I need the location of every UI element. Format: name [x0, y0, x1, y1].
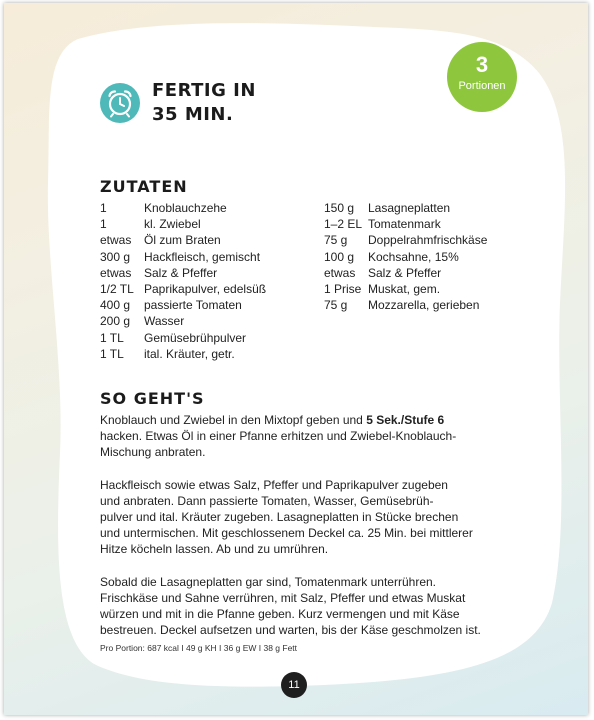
ingredient-row: [324, 297, 487, 313]
ingredient-qty: 75 g: [324, 233, 348, 248]
ingredient-item: Salz & Pfeffer: [368, 265, 442, 280]
ingredient-item: Öl zum Braten: [144, 233, 221, 248]
ingredient-qty: 1–2 EL: [324, 217, 363, 232]
ingredient-item: Salz & Pfeffer: [144, 265, 218, 280]
ingredient-qty: 1/2 TL: [100, 282, 134, 297]
ingredient-qty: etwas: [100, 233, 132, 248]
ingredient-item: Paprikapulver, edelsüß: [144, 282, 267, 297]
ingredient-row: [100, 265, 266, 281]
instruction-setting: 5 Sek./Stufe 6: [366, 413, 445, 427]
alarm-clock-icon: [100, 83, 140, 123]
ingredient-row: [324, 232, 487, 248]
servings-number: 3: [475, 52, 489, 77]
ingredient-row: [324, 281, 487, 297]
ready-line-1: FERTIG IN: [152, 80, 256, 101]
ingredient-row: [324, 265, 487, 281]
ingredient-item: Wasser: [144, 314, 185, 329]
instruction-paragraph-1: [100, 412, 500, 461]
ingredient-item: Gemüsebrühpulver: [144, 330, 247, 345]
ingredient-item: Mozzarella, gerieben: [368, 298, 480, 313]
nutrition-info: Pro Portion: 687 kcal I 49 g KH I 36 g EW I 38 g Fett: [100, 643, 298, 653]
instruction-paragraph-2: Hackfleisch sowie etwas Salz, Pfeffer und Paprikapulver zugeben und anbraten. Dann passierte Tomaten, Wasser, Gemüsebrüh- pulver und ital. Kräuter zugeben. Lasagneplatten in Stücke brechen und untermischen. Mit geschlossenem Deckel ca. 25 Min. bei mittlerer Hitze köcheln lassen. Ab und zu umrühren.: [100, 477, 473, 557]
ingredient-qty: 1: [100, 201, 107, 215]
ingredient-item: Tomatenmark: [368, 217, 441, 232]
ready-in-heading: [152, 79, 256, 127]
ingredient-item: Hackfleisch, gemischt: [144, 249, 261, 264]
instructions: [100, 412, 500, 654]
ingredient-item: passierte Tomaten: [144, 298, 242, 313]
ingredient-qty: 1 TL: [100, 330, 124, 345]
ingredient-row: [100, 297, 266, 313]
ingredient-row: [100, 200, 266, 216]
ingredient-qty: 300 g: [100, 249, 131, 264]
instruction-text: Knoblauch und Zwiebel in den Mixtopf geben und: [100, 413, 367, 427]
ingredient-row: [100, 281, 266, 297]
servings-badge: [447, 42, 517, 112]
ingredient-row: [100, 249, 266, 265]
ingredient-qty: 75 g: [324, 298, 348, 313]
ingredient-qty: etwas: [100, 265, 132, 280]
ingredient-row: [100, 330, 266, 346]
ingredients-list-right: [324, 200, 487, 313]
ingredient-row: [324, 216, 487, 232]
ingredient-row: [100, 313, 266, 329]
instruction-text: hacken. Etwas Öl in einer Pfanne erhitzen und Zwiebel-Knoblauch- Mischung anbraten.: [100, 429, 457, 460]
ingredient-item: Doppelrahmfrischkäse: [368, 233, 488, 248]
ingredient-item: ital. Kräuter, getr.: [144, 346, 235, 361]
ingredient-item: Lasagneplatten: [368, 201, 451, 215]
steps-title: SO GEHT'S: [100, 389, 205, 408]
recipe-page: [4, 3, 588, 715]
ingredient-qty: 1 Prise: [324, 282, 362, 297]
ingredient-item: Knoblauchzehe: [144, 201, 227, 215]
ingredient-row: [100, 346, 266, 362]
ingredient-item: Muskat, gem.: [368, 282, 441, 297]
ready-line-2: 35 MIN.: [152, 104, 234, 125]
page-number: 11: [281, 672, 307, 698]
ingredient-row: [324, 249, 487, 265]
ingredient-qty: 400 g: [100, 298, 131, 313]
ingredient-row: [100, 216, 266, 232]
page-content: [4, 3, 588, 715]
instruction-paragraph-3: Sobald die Lasagneplatten gar sind, Tomatenmark unterrühren. Frischkäse und Sahne verrühren, mit Salz, Pfeffer und etwas Muskat würzen und mit in die Pfanne geben. Kurz vermengen und mit Käse bestreuen. Deckel aufsetzen und warten, bis der Käse geschmolzen ist.: [100, 574, 481, 638]
ingredient-qty: 150 g: [324, 201, 355, 215]
ingredient-row: [324, 200, 487, 216]
ingredient-qty: 200 g: [100, 314, 131, 329]
ingredient-item: Kochsahne, 15%: [368, 249, 459, 264]
ingredient-qty: 100 g: [324, 249, 355, 264]
ingredients-list-left: [100, 200, 266, 362]
servings-label: Portionen: [458, 80, 506, 92]
ingredient-qty: 1: [100, 217, 107, 232]
ingredient-qty: etwas: [324, 265, 356, 280]
ingredient-qty: 1 TL: [100, 346, 124, 361]
ingredients-title: ZUTATEN: [100, 177, 188, 196]
ingredient-item: kl. Zwiebel: [144, 217, 201, 232]
ingredient-row: [100, 232, 266, 248]
